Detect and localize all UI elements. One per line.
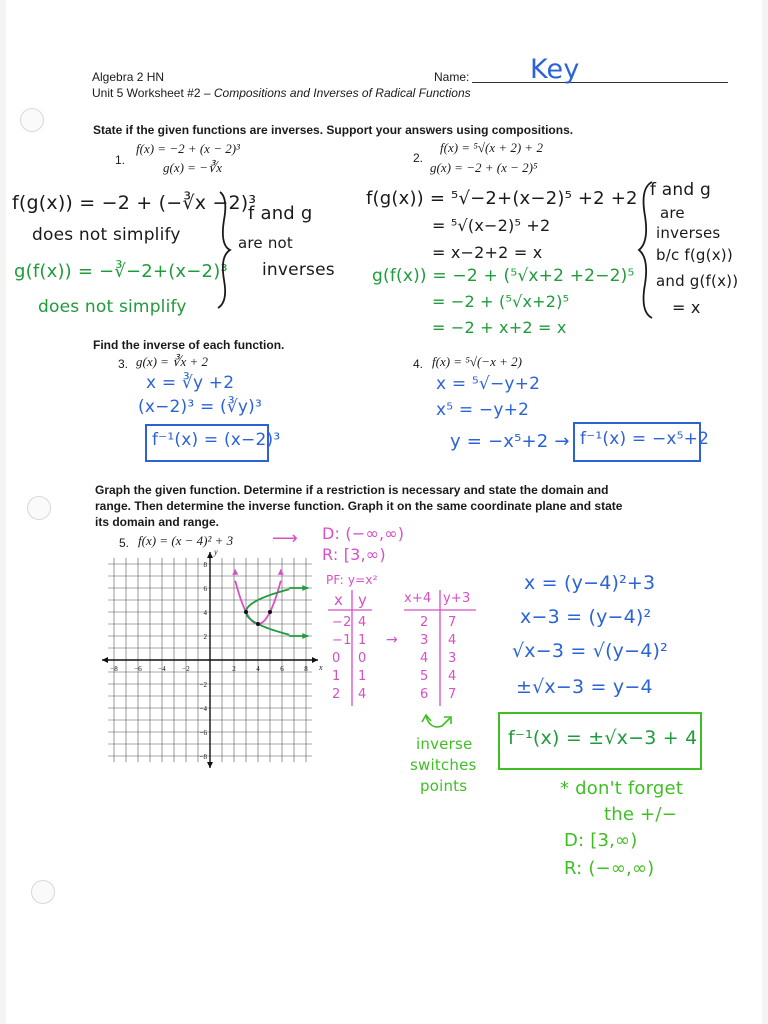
y-tick-label: 8 bbox=[203, 561, 207, 569]
p2-number: 2. bbox=[413, 151, 424, 165]
plotted-point bbox=[256, 622, 260, 626]
section1-instruction: State if the given functions are inverses. Support your answers using compositions. bbox=[93, 123, 574, 137]
table2-row-x-2: 4 bbox=[420, 651, 429, 666]
p1-conclusion-3: inverses bbox=[262, 260, 335, 280]
y-axis-arrow-icon bbox=[207, 552, 213, 558]
section3-instruction-2: range. Then determine the inverse function. Graph it on the same coordinate plane and state bbox=[95, 499, 623, 513]
binder-hole-middle bbox=[27, 496, 51, 520]
table2-lines bbox=[402, 588, 482, 710]
table1-header-x: x bbox=[334, 591, 344, 609]
p2-conclusion-6: = x bbox=[672, 298, 701, 317]
table1-row-x-1: −1 bbox=[332, 633, 352, 648]
p1-conclusion-2: are not bbox=[238, 234, 293, 252]
p4-answer: f⁻¹(x) = −x⁵+2 bbox=[580, 429, 710, 449]
table-row-arrow: → bbox=[386, 632, 398, 648]
p5-inv-domain: D: [3,∞) bbox=[564, 830, 638, 851]
p2-f: f(x) = ⁵√(x + 2) + 2 bbox=[440, 140, 543, 155]
x-axis-label: x bbox=[319, 663, 323, 672]
p5-work-3: √x−3 = √(y−4)² bbox=[512, 640, 668, 662]
x-axis-arrow-icon bbox=[312, 657, 318, 663]
section2-instruction: Find the inverse of each function. bbox=[93, 338, 285, 352]
table2-row-y-0: 7 bbox=[448, 615, 457, 630]
x-axis-arrow-left-icon bbox=[102, 657, 108, 663]
p1-work-gf: g(f(x)) = −∛−2+(x−2)³ bbox=[14, 261, 228, 282]
p1-work-note1: does not simplify bbox=[32, 225, 181, 245]
p5-pf-label: PF: y=x² bbox=[326, 573, 378, 587]
x-tick-label: 8 bbox=[304, 665, 308, 673]
p2-conclusion-3: inverses bbox=[656, 224, 721, 242]
table1-row-y-4: 4 bbox=[358, 687, 367, 702]
binder-hole-bottom bbox=[31, 880, 55, 904]
curved-arrow-icon bbox=[420, 712, 456, 734]
y-tick-label: 6 bbox=[203, 585, 207, 593]
p4-number: 4. bbox=[413, 357, 424, 371]
plotted-point bbox=[268, 610, 272, 614]
p2-work-gf-2: = −2 + (⁵√x+2)⁵ bbox=[432, 292, 570, 311]
table2-row-x-1: 3 bbox=[420, 633, 429, 648]
unit-label: Unit 5 Worksheet #2 – bbox=[92, 86, 211, 100]
p5-arrow: ⟶ bbox=[272, 528, 299, 549]
y-tick-label: −8 bbox=[199, 753, 207, 761]
x-tick-label: −6 bbox=[134, 665, 142, 673]
table2-row-y-3: 4 bbox=[448, 669, 457, 684]
y-axis-arrow-down-icon bbox=[207, 762, 213, 768]
plotted-point bbox=[244, 610, 248, 614]
p5-reminder-2: the +/− bbox=[604, 804, 677, 825]
p1-f: f(x) = −2 + (x − 2)³ bbox=[136, 141, 240, 156]
p5-f: f(x) = (x − 4)² + 3 bbox=[138, 533, 234, 548]
p1-work-note2: does not simplify bbox=[38, 297, 187, 317]
x-tick-label: 2 bbox=[232, 665, 236, 673]
x-tick-label: −8 bbox=[110, 665, 118, 673]
table2-row-y-2: 3 bbox=[448, 651, 457, 666]
p5-reminder-1: * don't forget bbox=[560, 778, 684, 799]
p2-work-gf-3: = −2 + x+2 = x bbox=[432, 318, 567, 337]
binder-hole-top bbox=[20, 108, 44, 132]
p2-work-fg: f(g(x)) = ⁵√−2+(x−2)⁵ +2 +2 bbox=[366, 188, 638, 209]
table2-header-y: y+3 bbox=[443, 591, 471, 606]
note-line-2: switches bbox=[410, 756, 477, 774]
parabola-arrow-right-icon bbox=[278, 569, 284, 575]
y-tick-label: −6 bbox=[199, 729, 207, 737]
section3-instruction-3: its domain and range. bbox=[95, 515, 220, 529]
p2-brace bbox=[636, 180, 656, 320]
p1-g: g(x) = −∛x bbox=[163, 160, 223, 175]
table2-row-x-3: 5 bbox=[420, 669, 429, 684]
p4-work-1: x = ⁵√−y+2 bbox=[436, 374, 541, 394]
p4-f: f(x) = ⁵√(−x + 2) bbox=[432, 354, 522, 369]
table1-row-x-3: 1 bbox=[332, 669, 341, 684]
p2-conclusion-1: f and g bbox=[650, 180, 711, 200]
p1-brace bbox=[214, 190, 234, 310]
table2-row-y-1: 4 bbox=[448, 633, 457, 648]
name-value: Key bbox=[530, 54, 580, 85]
y-tick-label: 4 bbox=[203, 609, 207, 617]
p2-conclusion-5: and g(f(x)) bbox=[656, 272, 739, 290]
name-label: Name: bbox=[434, 70, 470, 84]
note-line-3: points bbox=[420, 777, 468, 795]
p5-answer: f⁻¹(x) = ±√x−3 + 4 bbox=[508, 727, 698, 749]
p5-work-1: x = (y−4)²+3 bbox=[524, 572, 656, 594]
table1-row-x-0: −2 bbox=[332, 615, 352, 630]
x-tick-label: 6 bbox=[280, 665, 284, 673]
y-axis-label: y bbox=[214, 547, 218, 557]
p3-work-2: (x−2)³ = (∛y)³ bbox=[138, 397, 263, 417]
unit-title bbox=[92, 86, 471, 100]
p5-number: 5. bbox=[119, 536, 130, 550]
p1-conclusion-1: f and g bbox=[248, 203, 313, 224]
table1-row-y-2: 0 bbox=[358, 651, 367, 666]
course-title: Algebra 2 HN bbox=[92, 70, 165, 84]
p5-inv-range: R: (−∞,∞) bbox=[564, 858, 655, 879]
table1-header-y: y bbox=[358, 591, 368, 609]
p4-work-2: x⁵ = −y+2 bbox=[436, 400, 530, 420]
p2-work-fg-3: = x−2+2 = x bbox=[432, 243, 543, 262]
table2-row-x-4: 6 bbox=[420, 687, 429, 702]
unit-topic: Compositions and Inverses of Radical Functions bbox=[213, 86, 471, 100]
section3-instruction-1: Graph the given function. Determine if a restriction is necessary and state the domain and bbox=[95, 483, 609, 497]
p3-answer: f⁻¹(x) = (x−2)³ bbox=[152, 430, 281, 450]
p3-f: g(x) = ∛x + 2 bbox=[136, 354, 209, 369]
p3-work-1: x = ∛y +2 bbox=[146, 373, 235, 393]
p2-conclusion-2: are bbox=[660, 204, 685, 222]
coordinate-graph bbox=[100, 547, 323, 770]
p5-domain: D: (−∞,∞) bbox=[322, 524, 405, 543]
p2-work-gf: g(f(x)) = −2 + (⁵√x+2 +2−2)⁵ bbox=[372, 266, 635, 286]
table1-row-y-3: 1 bbox=[358, 669, 367, 684]
x-tick-label: −4 bbox=[158, 665, 166, 673]
x-tick-label: −2 bbox=[182, 665, 190, 673]
table1-row-y-1: 1 bbox=[358, 633, 367, 648]
table2-header-x: x+4 bbox=[404, 591, 432, 606]
y-tick-label: 2 bbox=[203, 633, 207, 641]
p5-range: R: [3,∞) bbox=[322, 545, 386, 564]
table1-row-x-2: 0 bbox=[332, 651, 341, 666]
p5-work-4: ±√x−3 = y−4 bbox=[516, 676, 653, 698]
name-line bbox=[472, 82, 728, 83]
table2-row-x-0: 2 bbox=[420, 615, 429, 630]
p1-number: 1. bbox=[115, 153, 126, 167]
p1-work-fg: f(g(x)) = −2 + (−∛x −2)³ bbox=[12, 192, 257, 214]
note-line-1: inverse bbox=[416, 735, 473, 753]
table1-row-x-4: 2 bbox=[332, 687, 341, 702]
table1-row-y-0: 4 bbox=[358, 615, 367, 630]
p3-number: 3. bbox=[118, 357, 129, 371]
p2-work-fg-2: = ⁵√(x−2)⁵ +2 bbox=[432, 216, 551, 235]
p2-g: g(x) = −2 + (x − 2)⁵ bbox=[430, 160, 538, 175]
p2-conclusion-4: b/c f(g(x)) bbox=[656, 246, 733, 264]
y-tick-label: −4 bbox=[199, 705, 207, 713]
p5-work-2: x−3 = (y−4)² bbox=[520, 606, 652, 628]
parabola-arrow-left-icon bbox=[232, 569, 238, 575]
y-tick-label: −2 bbox=[199, 681, 207, 689]
x-tick-label: 4 bbox=[256, 665, 260, 673]
p4-work-3: y = −x⁵+2 → bbox=[450, 431, 570, 452]
table2-row-y-4: 7 bbox=[448, 687, 457, 702]
